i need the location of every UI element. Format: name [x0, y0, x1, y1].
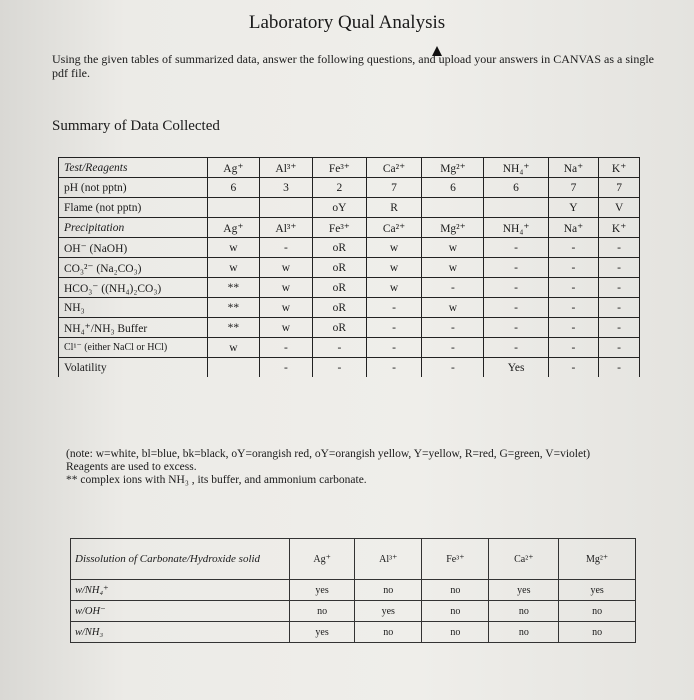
table-cell: yes: [559, 580, 636, 601]
table-cell: -: [484, 238, 548, 258]
table-cell: -: [484, 298, 548, 318]
ion-header: Al³⁺: [355, 539, 422, 580]
row-label: w/NH₃: [71, 622, 290, 643]
table-cell: yes: [290, 580, 355, 601]
table-cell: Na⁺: [548, 158, 599, 178]
table-cell: yes: [489, 580, 559, 601]
table-row: [59, 238, 640, 258]
table-cell: -: [259, 338, 312, 358]
table-cell: K⁺: [599, 218, 640, 238]
ion-header: Ag⁺: [290, 539, 355, 580]
table-cell: -: [548, 298, 599, 318]
table-cell: **: [208, 318, 260, 338]
table-cell: Y: [548, 198, 599, 218]
table-cell: -: [422, 278, 484, 298]
table-cell: no: [422, 580, 489, 601]
table-cell: -: [599, 358, 640, 378]
table-cell: no: [290, 601, 355, 622]
table-row: [59, 338, 640, 358]
table-row: [59, 358, 640, 378]
note-excess: Reagents are used to excess.: [66, 461, 197, 473]
ion-header: Mg²⁺: [559, 539, 636, 580]
table-cell: oY: [313, 198, 366, 218]
row-label: pH (not pptn): [59, 178, 208, 198]
table-cell: w: [422, 298, 484, 318]
table-row: [71, 622, 636, 643]
table-cell: 7: [366, 178, 422, 198]
summary-table: [58, 157, 640, 377]
table-notes: [66, 448, 666, 487]
table-cell: w: [208, 238, 260, 258]
table-cell: **: [208, 278, 260, 298]
table-cell: Yes: [484, 358, 548, 378]
table-cell: [484, 198, 548, 218]
table-cell: -: [313, 358, 366, 378]
row-label: NH₃: [59, 298, 208, 318]
table-cell: -: [599, 298, 640, 318]
table-cell: -: [422, 338, 484, 358]
table-cell: w: [422, 258, 484, 278]
table-cell: Mg²⁺: [422, 218, 484, 238]
table-cell: 2: [313, 178, 366, 198]
table-cell: w: [208, 338, 260, 358]
table-cell: NH₄⁺: [484, 158, 548, 178]
table-cell: -: [548, 358, 599, 378]
table-cell: Ag⁺: [208, 218, 260, 238]
table-row: [59, 218, 640, 238]
page-title: Laboratory Qual Analysis: [248, 12, 446, 33]
table-cell: -: [484, 258, 548, 278]
table-cell: no: [559, 601, 636, 622]
table-cell: NH₄⁺: [484, 218, 548, 238]
table-cell: oR: [313, 238, 366, 258]
table-cell: -: [313, 338, 366, 358]
table-cell: 6: [484, 178, 548, 198]
table-cell: -: [422, 318, 484, 338]
table-row: [71, 601, 636, 622]
table-cell: -: [548, 318, 599, 338]
table-cell: w: [259, 318, 312, 338]
table-cell: w: [259, 298, 312, 318]
table-cell: -: [366, 318, 422, 338]
table-cell: oR: [313, 278, 366, 298]
table-row: [59, 318, 640, 338]
table-cell: -: [366, 358, 422, 378]
table-cell: w: [366, 238, 422, 258]
table-cell: [422, 198, 484, 218]
table-row: [59, 258, 640, 278]
row-label: w/NH₄⁺: [71, 580, 290, 601]
dissolution-table: [70, 538, 636, 643]
row-label: Precipitation: [59, 218, 208, 238]
note-complex-ions: ** complex ions with NH₃ , its buffer, and ammonium carbonate.: [66, 474, 367, 486]
table-cell: -: [599, 258, 640, 278]
table-cell: no: [489, 601, 559, 622]
table-cell: no: [355, 580, 422, 601]
table-cell: no: [489, 622, 559, 643]
table-cell: Ag⁺: [208, 158, 260, 178]
table-cell: Ca²⁺: [366, 158, 422, 178]
table-cell: Na⁺: [548, 218, 599, 238]
table-cell: -: [259, 238, 312, 258]
row-label: Volatility: [59, 358, 208, 378]
table-cell: -: [484, 318, 548, 338]
table-cell: no: [355, 622, 422, 643]
table-cell: Fe³⁺: [313, 218, 366, 238]
table-cell: Al³⁺: [259, 158, 312, 178]
row-label: CO₃²⁻ (Na₂CO₃): [59, 258, 208, 278]
table-cell: no: [422, 622, 489, 643]
row-label: Flame (not pptn): [59, 198, 208, 218]
table-cell: w: [366, 258, 422, 278]
header-label: Dissolution of Carbonate/Hydroxide solid: [71, 539, 290, 580]
table-cell: [208, 198, 260, 218]
row-label: Cl¹⁻ (either NaCl or HCl): [59, 338, 208, 358]
table-row: [59, 158, 640, 178]
table-cell: -: [599, 338, 640, 358]
table-row: [59, 178, 640, 198]
table-row: [59, 278, 640, 298]
table-cell: no: [422, 601, 489, 622]
table-cell: Mg²⁺: [422, 158, 484, 178]
table-cell: R: [366, 198, 422, 218]
table-header-row: [71, 539, 636, 580]
table-cell: -: [599, 278, 640, 298]
row-label: NH₄⁺/NH₃ Buffer: [59, 318, 208, 338]
table-cell: -: [366, 298, 422, 318]
note-color-key: (note: w=white, bl=blue, bk=black, oY=orangish red, oY=orangish yellow, Y=yellow, R=red, G=green, V=violet): [66, 448, 591, 460]
table-cell: oR: [313, 318, 366, 338]
table-cell: V: [599, 198, 640, 218]
table-cell: **: [208, 298, 260, 318]
row-label: HCO₃⁻ ((NH₄)₂CO₃): [59, 278, 208, 298]
table-cell: w: [422, 238, 484, 258]
table-cell: 6: [208, 178, 260, 198]
table-cell: [208, 358, 260, 378]
table-cell: yes: [290, 622, 355, 643]
table-cell: [259, 198, 312, 218]
ion-header: Fe³⁺: [422, 539, 489, 580]
table-cell: -: [484, 278, 548, 298]
table-cell: Al³⁺: [259, 218, 312, 238]
table-cell: -: [548, 338, 599, 358]
table-cell: w: [259, 278, 312, 298]
table-cell: w: [366, 278, 422, 298]
table-cell: Fe³⁺: [313, 158, 366, 178]
table-cell: w: [208, 258, 260, 278]
table-cell: -: [548, 278, 599, 298]
section-heading: Summary of Data Collected: [52, 118, 220, 134]
table-cell: yes: [355, 601, 422, 622]
ion-header: Ca²⁺: [489, 539, 559, 580]
table-cell: -: [548, 238, 599, 258]
table-cell: Ca²⁺: [366, 218, 422, 238]
table-cell: -: [422, 358, 484, 378]
table-cell: 7: [548, 178, 599, 198]
table-cell: oR: [313, 258, 366, 278]
table-cell: 3: [259, 178, 312, 198]
table-row: [59, 198, 640, 218]
table-cell: -: [366, 338, 422, 358]
table-row: [71, 580, 636, 601]
table-cell: -: [548, 258, 599, 278]
table-cell: oR: [313, 298, 366, 318]
row-label: OH⁻ (NaOH): [59, 238, 208, 258]
table-cell: -: [484, 338, 548, 358]
table-cell: -: [599, 318, 640, 338]
row-label: Test/Reagents: [59, 158, 208, 178]
table-cell: 6: [422, 178, 484, 198]
table-cell: -: [599, 238, 640, 258]
row-label: w/OH⁻: [71, 601, 290, 622]
table-cell: no: [559, 622, 636, 643]
table-row: [59, 298, 640, 318]
intro-paragraph: Using the given tables of summarized data, answer the following questions, and upload your answers in CANVAS as a single pdf file.: [52, 52, 655, 80]
table-cell: w: [259, 258, 312, 278]
table-cell: 7: [599, 178, 640, 198]
table-cell: -: [259, 358, 312, 378]
table-cell: K⁺: [599, 158, 640, 178]
